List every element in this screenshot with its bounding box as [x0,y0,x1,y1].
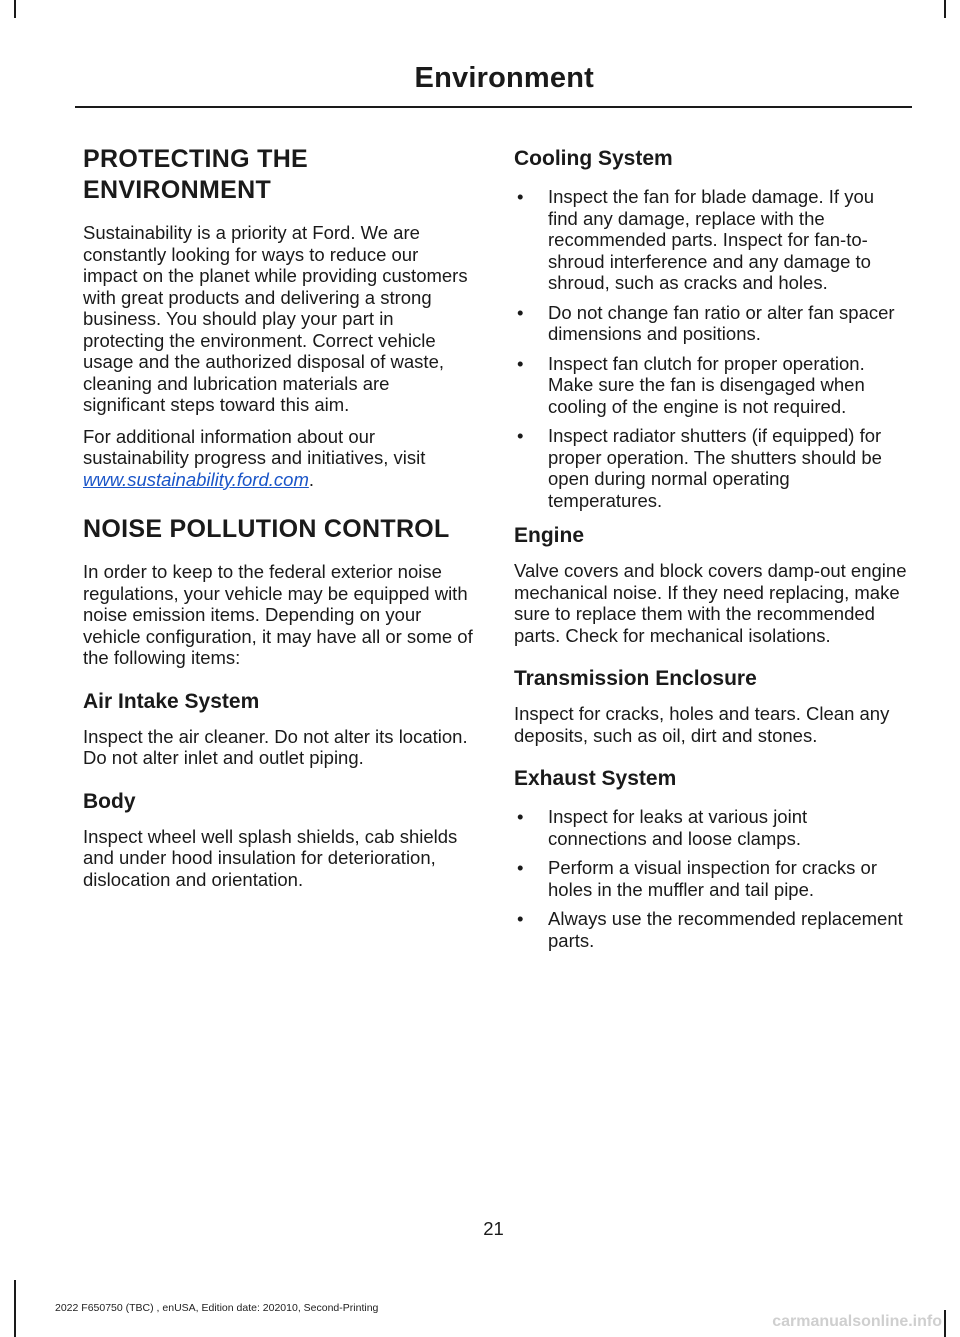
list-item-text: Inspect fan clutch for proper operation. Make sure the fan is disengaged when cooling of the engine is not required. [548,352,865,417]
bullet-icon: • [517,857,524,878]
crop-mark-bottom-right [944,1310,946,1337]
sustainability-paragraph: Sustainability is a priority at Ford. We are constantly looking for ways to reduce our impact on the planet while providing customers with great products and delivering a strong business. You should play your part in protecting the environment. Correct vehicle usage and the authorized disposal of waste, cleaning and lubrication materials are significant steps toward this aim. [83,222,468,415]
list-item-text: Inspect the fan for blade damage. If you find any damage, replace with the recommended parts. Inspect for fan-to-shroud interference and any damage to shroud, such as cracks and holes. [548,186,875,293]
list-item [514,186,908,294]
additional-info-text: For additional information about our sustainability progress and initiatives, visit [83,425,426,468]
heading-body: Body [83,789,136,813]
list-item [514,302,908,345]
list-item [514,806,908,849]
bullet-icon: • [517,301,524,323]
bullet-icon: • [517,425,524,446]
page-number: 21 [483,1218,504,1239]
page-title: Environment [414,62,594,94]
heading-protecting-environment: PROTECTING THE ENVIRONMENT [83,145,309,204]
bullet-icon: • [517,806,524,827]
body-text: Inspect wheel well splash shields, cab shields and under hood insulation for deterioration, dislocation and orientation. [83,825,458,890]
additional-info-period: . [308,468,314,490]
engine-text: Valve covers and block covers damp-out engine mechanical noise. If they need replacing, make sure to replace them with the recommended parts. Check for mechanical isolations. [514,560,907,646]
sustainability-link[interactable]: www.sustainability.ford.com [83,468,309,490]
right-column [514,146,908,959]
edition-footer: 2022 F650750 (TBC) , enUSA, Edition date: 202010, Second-Printing [55,1302,379,1314]
noise-intro-paragraph: In order to keep to the federal exterior noise regulations, your vehicle may be equipped with noise emission items. Depending on your vehicle configuration, it may have all or some of the following items: [83,561,473,668]
list-item-text: Always use the recommended replacement parts. [548,908,903,951]
list-item [514,425,908,511]
heading-air-intake: Air Intake System [83,689,260,713]
exhaust-list [514,806,908,951]
list-item-text: Do not change fan ratio or alter fan spacer dimensions and positions. [548,301,895,344]
list-item-text: Perform a visual inspection for cracks or holes in the muffler and tail pipe. [548,857,878,900]
bullet-icon: • [517,908,524,929]
list-item [514,857,908,900]
bullet-icon: • [517,186,524,207]
crop-mark-bottom-left [14,1280,16,1337]
list-item [514,908,908,951]
crop-mark-top-left [14,0,16,18]
heading-exhaust-system: Exhaust System [514,767,677,790]
site-watermark: carmanualsonline.info [772,1313,942,1330]
transmission-text: Inspect for cracks, holes and tears. Clean any deposits, such as oil, dirt and stones. [514,703,890,746]
air-intake-text: Inspect the air cleaner. Do not alter its location. Do not alter inlet and outlet piping. [83,725,468,768]
bullet-icon: • [517,352,524,374]
cooling-list [514,186,908,511]
heading-transmission-enclosure: Transmission Enclosure [514,667,757,690]
heading-engine: Engine [514,524,585,547]
list-item-text: Inspect radiator shutters (if equipped) for proper operation. The shutters should be open during normal operating temperatures. [548,425,882,511]
page-header [75,60,912,108]
left-column [83,144,475,900]
heading-cooling-system: Cooling System [514,147,673,170]
crop-mark-top-right [944,0,946,18]
additional-info-paragraph [83,426,475,491]
list-item-text: Inspect for leaks at various joint connections and loose clamps. [548,806,808,849]
list-item [514,353,908,418]
heading-noise-pollution: NOISE POLLUTION CONTROL [83,515,450,543]
